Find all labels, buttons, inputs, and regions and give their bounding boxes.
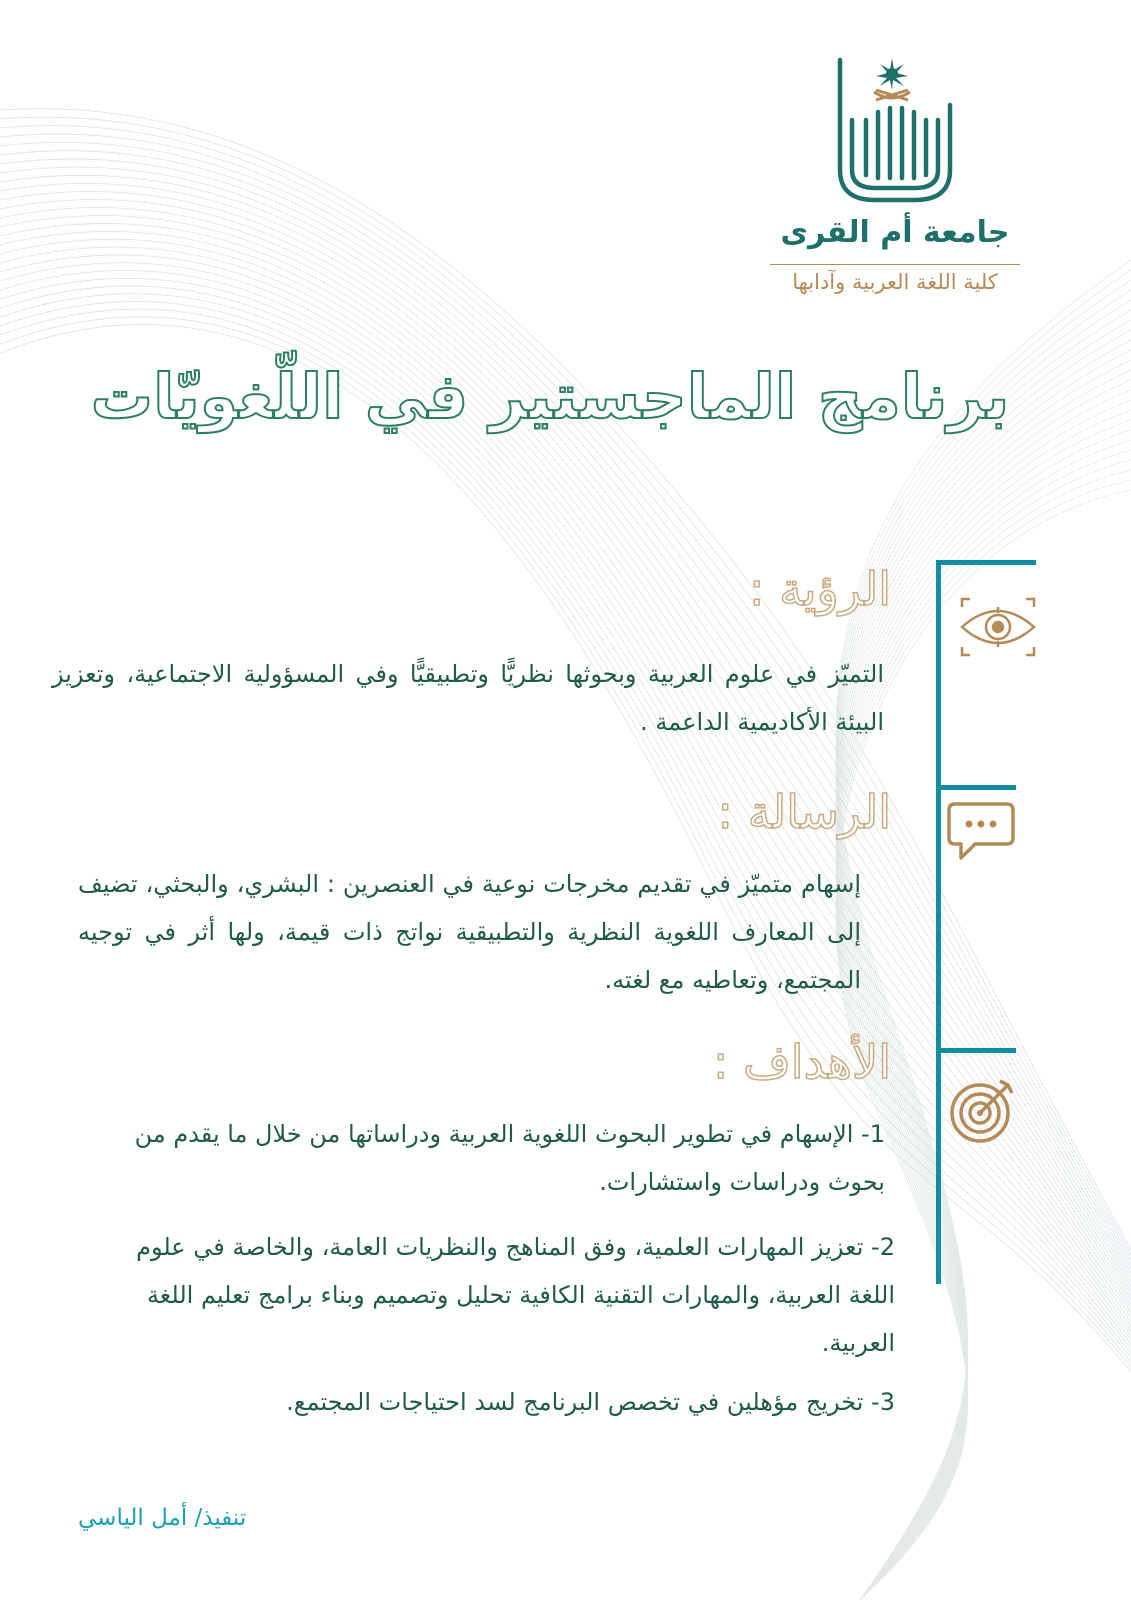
mission-text: إسهام متميّز في تقديم مخرجات نوعية في العنصرين : البشري، والبحثي، تضيف إلى المعارف اللغوية النظرية والتطبيقية نواتج ذات قيمة، ولها أثر في توجيه المجتمع، وتعاطيه مع لغته. [78,870,861,994]
university-logo [760,50,1030,300]
university-name: جامعة أم القرى [780,215,1010,250]
university-emblem-icon [830,50,960,210]
credit-text: تنفيذ/ أمل الياسي [78,1505,247,1531]
target-arrow-icon [948,1075,1018,1145]
college-name: كلية اللغة العربية وآدابها [792,270,998,294]
goal-item-3: 3- تخريج مؤهلين في تخصص البرنامج لسد احتياجات المجتمع. [286,1388,895,1416]
vision-heading: الرؤية : [749,562,891,616]
timeline-tick-goals [936,1048,1016,1053]
chat-bubble-icon [945,800,1017,864]
timeline-rail [936,562,941,1284]
eye-target-icon [958,595,1038,659]
goals-heading: الأهداف : [712,1035,891,1089]
vision-text: التميّز في علوم العربية وبحوثها نظريًّا وتطبيقيًّا وفي المسؤولية الاجتماعية، وتعزيز البيئة الأكاديمية الداعمة . [52,660,884,736]
timeline-tick-vision [936,560,1036,565]
logo-divider [770,264,1020,265]
goal-item-2: 2- تعزيز المهارات العلمية، وفق المناهج والنظريات العامة، والخاصة في علوم اللغة العربية، والمهارات التقنية الكافية تحليل وتصميم وبناء برامج تعليم اللغة العربية. [136,1233,895,1357]
goal-item-1: 1- الإسهام في تطوير البحوث اللغوية العربية ودراساتها من خلال ما يقدم من بحوث ودراسات واستشارات. [134,1120,885,1196]
mission-heading: الرسالة : [717,785,891,839]
timeline-tick-mission [936,785,1016,790]
page-title: برنامج الماجستير في اللّغويّات [90,360,1010,433]
